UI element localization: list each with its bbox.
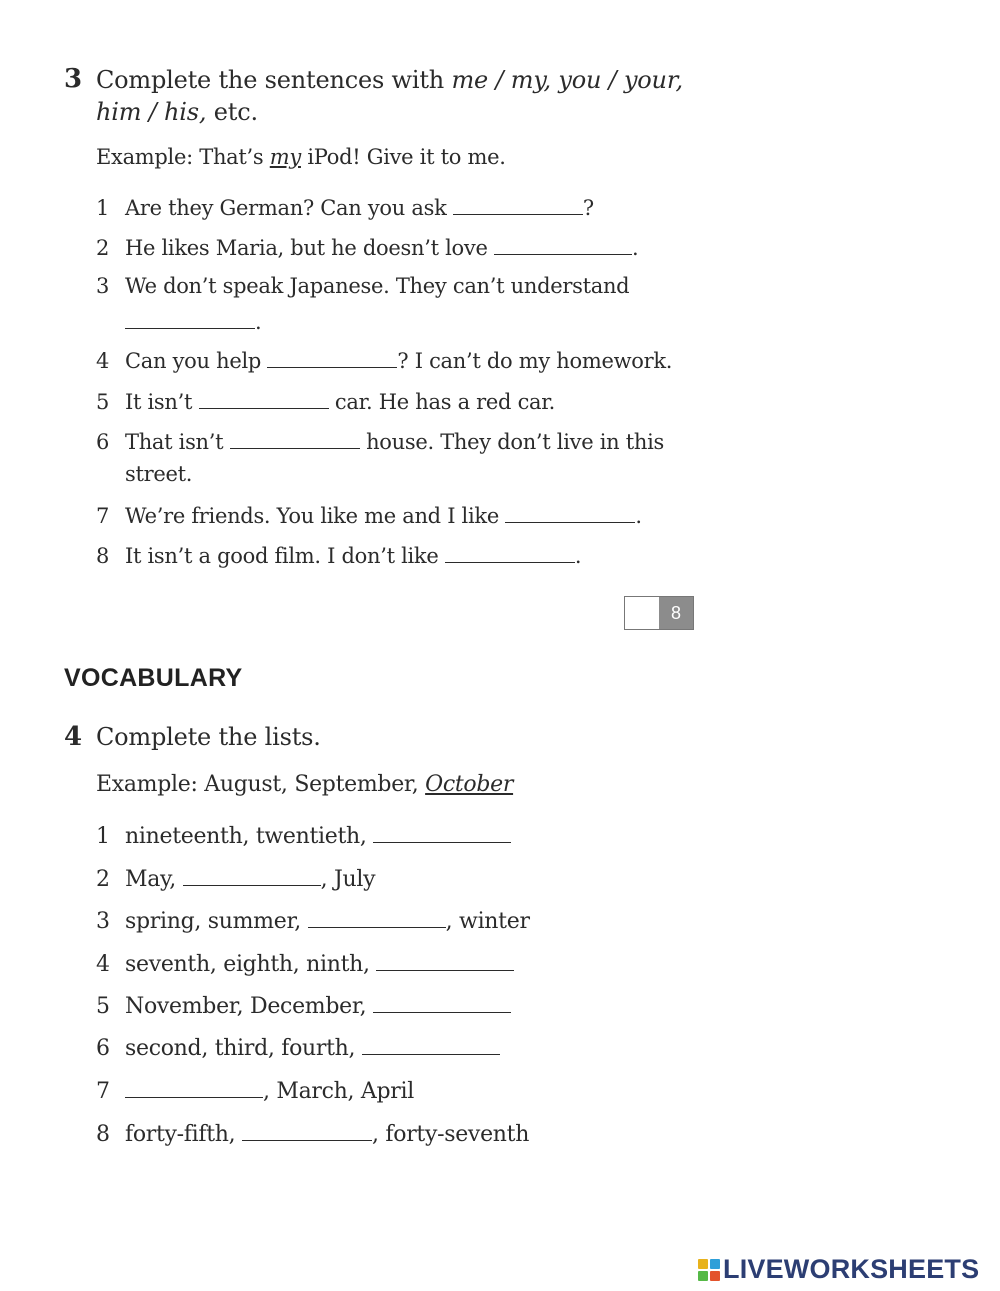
- example-rest: iPod! Give it to me.: [300, 145, 506, 169]
- item-text: forty-fifth,: [125, 1122, 243, 1147]
- exercise-4-instruction: Complete the lists.: [96, 723, 321, 751]
- logo-square-blue: [710, 1259, 720, 1269]
- answer-blank[interactable]: [373, 822, 511, 843]
- answer-blank[interactable]: [125, 1077, 263, 1098]
- item-text: Can you help: [125, 349, 268, 373]
- ex3-item-5: [96, 388, 555, 414]
- answer-blank[interactable]: [494, 234, 632, 255]
- logo-square-yellow: [698, 1259, 708, 1269]
- item-text-end: , forty-seventh: [372, 1122, 530, 1147]
- answer-blank[interactable]: [445, 542, 575, 563]
- ex3-item-7: [96, 502, 642, 528]
- answer-blank[interactable]: [199, 388, 329, 409]
- answer-blank[interactable]: [362, 1034, 500, 1055]
- item-text-end: , July: [320, 867, 376, 892]
- item-number: 2: [96, 867, 110, 892]
- section-heading-vocabulary: VOCABULARY: [64, 664, 243, 692]
- item-number: 8: [96, 1122, 110, 1147]
- exercise-3-number: 3: [64, 64, 83, 94]
- ex4-item-5: [96, 992, 511, 1019]
- answer-blank[interactable]: [183, 865, 321, 886]
- item-text-end: , winter: [445, 909, 530, 934]
- instruction-options-2: him / his,: [96, 98, 207, 126]
- score-box: [624, 596, 694, 630]
- item-text: nineteenth, twentieth,: [125, 824, 374, 849]
- item-number: 3: [96, 909, 110, 934]
- ex3-item-6: [96, 428, 664, 454]
- item-number: 1: [96, 824, 110, 849]
- item-text-end: .: [631, 236, 639, 260]
- ex3-item-3-continued: [125, 308, 261, 334]
- item-number: 4: [96, 952, 110, 977]
- example-label: Example: August, September,: [96, 772, 426, 797]
- instruction-text: Complete the sentences with: [96, 66, 452, 94]
- item-text: It isn’t a good film. I don’t like: [125, 544, 445, 568]
- item-text: second, third, fourth,: [125, 1036, 362, 1061]
- exercise-3-instruction-line2: [96, 98, 258, 126]
- score-input[interactable]: [625, 597, 659, 629]
- item-text: He likes Maria, but he doesn’t love: [125, 236, 494, 260]
- item-number: 2: [96, 236, 110, 260]
- item-number: 7: [96, 1079, 110, 1104]
- item-text: May,: [125, 867, 183, 892]
- item-text: seventh, eighth, ninth,: [125, 952, 377, 977]
- item-text: spring, summer,: [125, 909, 308, 934]
- item-text-end: ?: [582, 196, 594, 220]
- item-text-end: house. They don’t live in this: [359, 430, 664, 454]
- answer-blank[interactable]: [373, 992, 511, 1013]
- score-total: 8: [659, 597, 693, 629]
- item-text: That isn’t: [125, 430, 230, 454]
- logo-square-green: [698, 1271, 708, 1281]
- item-text-end: car. He has a red car.: [328, 390, 556, 414]
- answer-blank[interactable]: [125, 308, 255, 329]
- item-number: 3: [96, 274, 110, 298]
- ex4-item-2: [96, 865, 375, 892]
- answer-blank[interactable]: [230, 428, 360, 449]
- exercise-3-instruction-line1: [96, 66, 683, 94]
- ex3-item-2: [96, 234, 638, 260]
- item-text-end: .: [574, 544, 582, 568]
- exercise-4-example: [96, 772, 513, 797]
- logo-text: LIVEWORKSHEETS: [723, 1254, 980, 1284]
- answer-blank[interactable]: [453, 194, 583, 215]
- item-text: It isn’t: [125, 390, 199, 414]
- example-label: Example: That’s: [96, 145, 270, 169]
- ex3-item-4: [96, 347, 672, 373]
- answer-blank[interactable]: [505, 502, 635, 523]
- item-number: 5: [96, 390, 110, 414]
- item-text: We’re friends. You like me and I like: [125, 504, 506, 528]
- logo-square-red: [710, 1271, 720, 1281]
- exercise-3-example: [96, 145, 506, 169]
- logo-grid-icon: [698, 1259, 720, 1281]
- instruction-etc: etc.: [206, 98, 258, 126]
- instruction-options: me / my, you / your,: [451, 66, 683, 94]
- ex4-item-8: [96, 1120, 529, 1147]
- item-number: 6: [96, 430, 110, 454]
- answer-blank[interactable]: [267, 347, 397, 368]
- example-answer: October: [425, 772, 514, 797]
- ex4-item-7: [96, 1077, 414, 1104]
- item-number: 7: [96, 504, 110, 528]
- item-text-end: .: [635, 504, 642, 528]
- item-text-end: , March, April: [263, 1079, 414, 1104]
- item-text: November, December,: [125, 994, 374, 1019]
- answer-blank[interactable]: [242, 1120, 372, 1141]
- ex3-item-8: [96, 542, 581, 568]
- item-number: 8: [96, 544, 110, 568]
- item-text: Are they German? Can you ask: [125, 196, 453, 220]
- ex4-item-3: [96, 907, 530, 934]
- answer-blank[interactable]: [376, 950, 514, 971]
- ex4-item-6: [96, 1034, 500, 1061]
- item-text-end: ? I can’t do my homework.: [397, 349, 673, 373]
- ex4-item-4: [96, 950, 514, 977]
- answer-blank[interactable]: [308, 907, 446, 928]
- liveworksheets-logo[interactable]: [698, 1254, 979, 1285]
- item-number: 4: [96, 349, 110, 373]
- ex3-item-3: [96, 274, 629, 298]
- example-answer: my: [269, 145, 301, 169]
- item-number: 1: [96, 196, 110, 220]
- exercise-4-number: 4: [64, 722, 83, 752]
- ex3-item-1: [96, 194, 594, 220]
- item-number: 5: [96, 994, 110, 1019]
- ex4-item-1: [96, 822, 511, 849]
- ex3-item-6-continued: [125, 462, 192, 486]
- item-number: 6: [96, 1036, 110, 1061]
- item-text-end: street.: [125, 462, 193, 486]
- item-text: We don’t speak Japanese. They can’t understand: [125, 274, 630, 298]
- item-text-end: .: [255, 310, 262, 334]
